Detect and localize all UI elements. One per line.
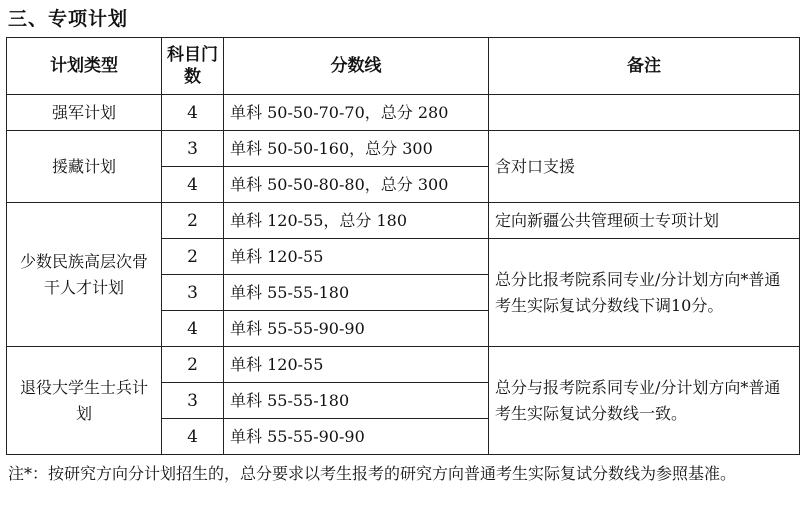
header-subject-count: 科目门数 — [162, 38, 224, 95]
subject-count-cell: 4 — [162, 95, 224, 131]
table-row — [7, 95, 800, 131]
header-score-line: 分数线 — [224, 38, 489, 95]
score-line-cell: 单科 55-55-90-90 — [224, 311, 489, 347]
table-row — [7, 347, 800, 383]
subject-count-cell: 3 — [162, 275, 224, 311]
subject-count-cell: 2 — [162, 239, 224, 275]
header-plan-type: 计划类型 — [7, 38, 162, 95]
plan-type-cell: 少数民族高层次骨干人才计划 — [7, 203, 162, 347]
subject-count-cell: 2 — [162, 347, 224, 383]
plan-type-cell: 强军计划 — [7, 95, 162, 131]
subject-count-cell: 3 — [162, 131, 224, 167]
score-line-cell: 单科 50-50-70-70，总分 280 — [224, 95, 489, 131]
subject-count-cell: 4 — [162, 167, 224, 203]
subject-count-cell: 3 — [162, 383, 224, 419]
table-header-row — [7, 38, 800, 95]
plan-type-cell: 退役大学生士兵计划 — [7, 347, 162, 455]
note-cell: 总分与报考院系同专业/分计划方向*普通考生实际复试分数线一致。 — [489, 347, 800, 455]
plan-type-cell: 援藏计划 — [7, 131, 162, 203]
header-note: 备注 — [489, 38, 800, 95]
note-cell: 定向新疆公共管理硕士专项计划 — [489, 203, 800, 239]
score-line-cell: 单科 50-50-80-80，总分 300 — [224, 167, 489, 203]
section-title: 三、专项计划 — [8, 8, 129, 30]
score-line-cell: 单科 55-55-180 — [224, 383, 489, 419]
table-row — [7, 203, 800, 239]
note-cell: 总分比报考院系同专业/分计划方向*普通考生实际复试分数线下调10分。 — [489, 239, 800, 347]
footnote: 注*：按研究方向分计划招生的，总分要求以考生报考的研究方向普通考生实际复试分数线为参照基准。 — [8, 464, 737, 483]
subject-count-cell: 4 — [162, 419, 224, 455]
score-line-cell: 单科 120-55，总分 180 — [224, 203, 489, 239]
score-line-cell: 单科 50-50-160，总分 300 — [224, 131, 489, 167]
table-row — [7, 131, 800, 167]
score-line-cell: 单科 120-55 — [224, 347, 489, 383]
score-line-cell: 单科 120-55 — [224, 239, 489, 275]
score-line-cell: 单科 55-55-180 — [224, 275, 489, 311]
special-plan-table — [6, 37, 800, 455]
score-line-cell: 单科 55-55-90-90 — [224, 419, 489, 455]
note-cell: 含对口支援 — [489, 131, 800, 203]
subject-count-cell: 2 — [162, 203, 224, 239]
subject-count-cell: 4 — [162, 311, 224, 347]
note-cell — [489, 95, 800, 131]
